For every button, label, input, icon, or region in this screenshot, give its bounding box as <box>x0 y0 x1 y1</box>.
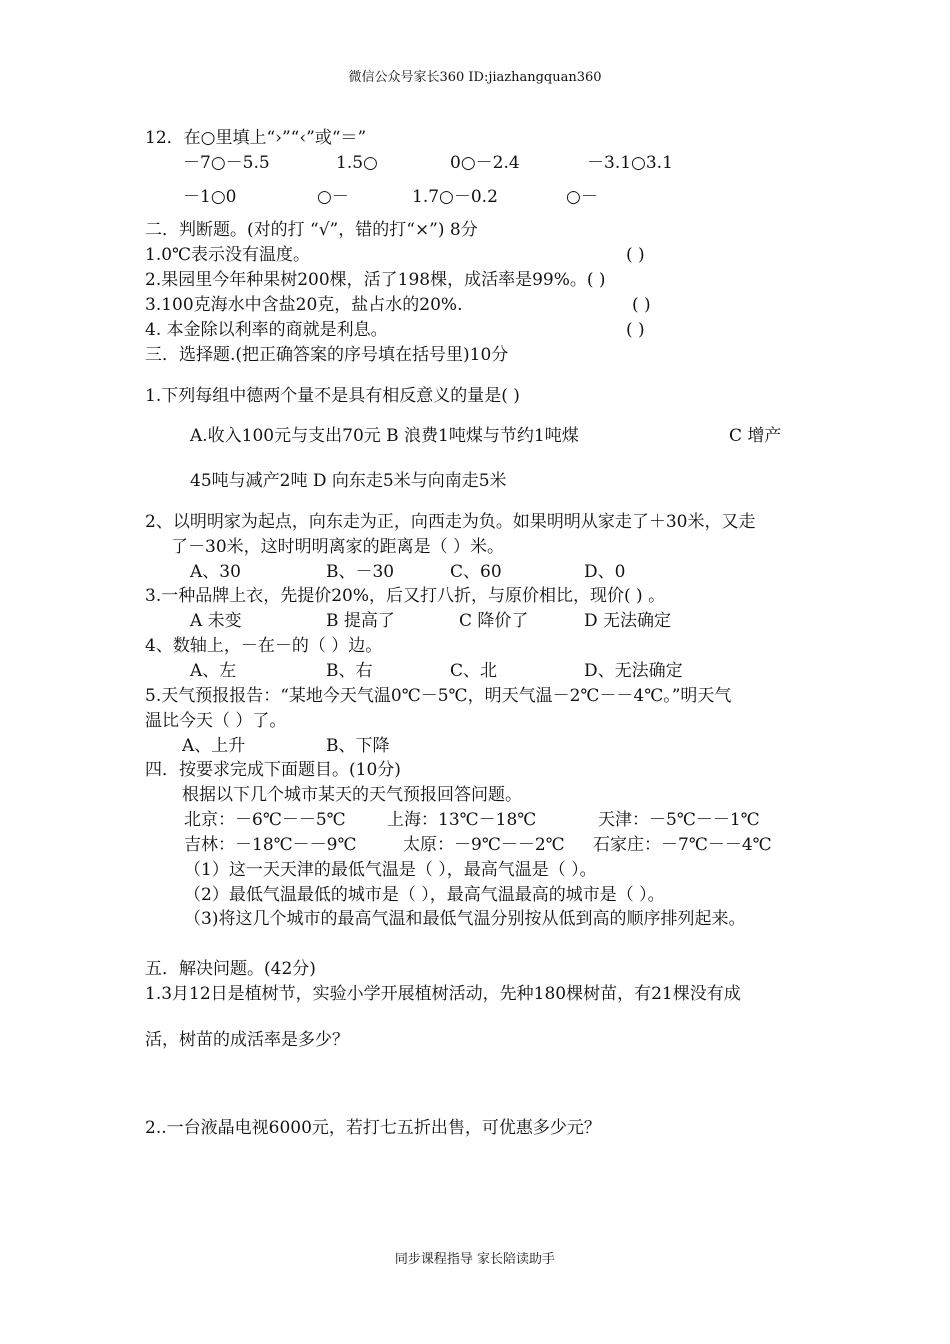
judge-item-4: 4. 本金除以利率的商就是利息。 <box>145 320 388 340</box>
q12-row2-item: ○－ <box>317 187 349 207</box>
section2-title: 二．判断题。(对的打 “√”，错的打“×”) 8分 <box>145 220 478 240</box>
judge-item-1: 1.0℃表示没有温度。 <box>145 245 311 265</box>
section5-title: 五．解决问题。(42分) <box>145 959 316 979</box>
choice-option: C、北 <box>450 661 498 681</box>
city-weather: 上海：13℃－18℃ <box>387 810 537 830</box>
choice-q4-stem: 4、数轴上，－在－的（ ）边。 <box>145 636 383 656</box>
choice-option: B、右 <box>326 661 373 681</box>
choice-option: D 无法确定 <box>584 611 672 631</box>
judge-item-3: 3.100克海水中含盐20克，盐占水的20%. <box>145 295 463 315</box>
section4-title: 四．按要求完成下面题目。(10分) <box>145 760 401 780</box>
choice-q1-stem: 1.下列每组中德两个量不是具有相反意义的量是( ) <box>145 386 520 406</box>
choice-option: A 未变 <box>190 611 242 631</box>
choice-option: A、上升 <box>182 736 246 756</box>
city-weather: 石家庄：－7℃－－4℃ <box>593 835 772 855</box>
choice-option: A、左 <box>190 661 237 681</box>
choice-q1-option-c: C 增产 <box>729 426 782 446</box>
q12-row2-item: －1○0 <box>183 187 237 207</box>
choice-q1-options-line1: A.收入100元与支出70元 B 浪费1吨煤与节约1吨煤 <box>190 426 579 446</box>
choice-option: B、－30 <box>326 562 395 582</box>
choice-q3-stem: 3.一种品牌上衣，先提价20%，后又打八折，与原价相比，现价( ) 。 <box>145 586 666 606</box>
judge-paren-4: ( ) <box>626 320 645 340</box>
choice-option: B、下降 <box>326 736 390 756</box>
city-weather: 吉林：－18℃－－9℃ <box>184 835 357 855</box>
section4-intro: 根据以下几个城市某天的天气预报回答问题。 <box>182 785 522 805</box>
city-weather: 北京：－6℃－－5℃ <box>184 810 346 830</box>
solve-q1-line-1: 1.3月12日是植树节，实验小学开展植树活动，先种180棵树苗，有21棵没有成 <box>145 984 741 1004</box>
page-footer: 同步课程指导 家长陪读助手 <box>394 1252 556 1267</box>
q12-row2-item: 1.7○－0.2 <box>412 187 498 207</box>
q12-row1-item: 1.5○ <box>336 153 378 173</box>
q12-row1-item: －3.1○3.1 <box>587 153 673 173</box>
q12-row1-item: 0○－2.4 <box>450 153 520 173</box>
choice-q2-stem-2: 了－30米，这时明明离家的距离是（ ）米。 <box>171 537 505 557</box>
city-weather: 太原：－9℃－－2℃ <box>403 835 565 855</box>
section4-question-3: （3)将这几个城市的最高气温和最低气温分别按从低到高的顺序排列起来。 <box>184 909 746 929</box>
judge-paren-3: ( ) <box>632 295 651 315</box>
choice-q5-stem-1: 5.天气预报报告：“某地今天气温0℃－5℃，明天气温－2℃－－4℃。”明天气 <box>145 686 732 706</box>
judge-paren-1: ( ) <box>626 245 645 265</box>
choice-q2-stem-1: 2、以明明家为起点，向东走为正，向西走为负。如果明明从家走了＋30米，又走 <box>145 512 756 532</box>
judge-item-2: 2.果园里今年种果树200棵，活了198棵，成活率是99%。( ) <box>145 270 606 290</box>
q12-title: 12．在○里填上“›”“‹”或“＝” <box>145 128 367 148</box>
choice-q1-options-line2: 45吨与减产2吨 D 向东走5米与向南走5米 <box>190 471 507 491</box>
section3-title: 三．选择题.(把正确答案的序号填在括号里)10分 <box>145 345 509 365</box>
choice-option: D、0 <box>584 562 626 582</box>
choice-option: C、60 <box>450 562 502 582</box>
q12-row2-item: ○－ <box>566 187 598 207</box>
city-weather: 天津：－5℃－－1℃ <box>598 810 760 830</box>
choice-option: C 降价了 <box>459 611 529 631</box>
q12-row1-item: －7○－5.5 <box>183 153 270 173</box>
choice-option: A、30 <box>190 562 241 582</box>
solve-q1-line-2: 活，树苗的成活率是多少？ <box>145 1030 349 1050</box>
section4-question-2: （2）最低气温最低的城市是（ ），最高气温最高的城市是（ ）。 <box>184 885 665 905</box>
solve-q2: 2..一台液晶电视6000元，若打七五折出售，可优惠多少元？ <box>145 1118 601 1138</box>
choice-option: B 提高了 <box>326 611 395 631</box>
choice-option: D、无法确定 <box>584 661 683 681</box>
section4-question-1: （1）这一天天津的最低气温是（ ），最高气温是（ ）。 <box>184 860 597 880</box>
choice-q5-stem-2: 温比今天（ ）了。 <box>145 711 287 731</box>
page-header: 微信公众号家长360 ID:jiazhangquan360 <box>348 70 602 85</box>
